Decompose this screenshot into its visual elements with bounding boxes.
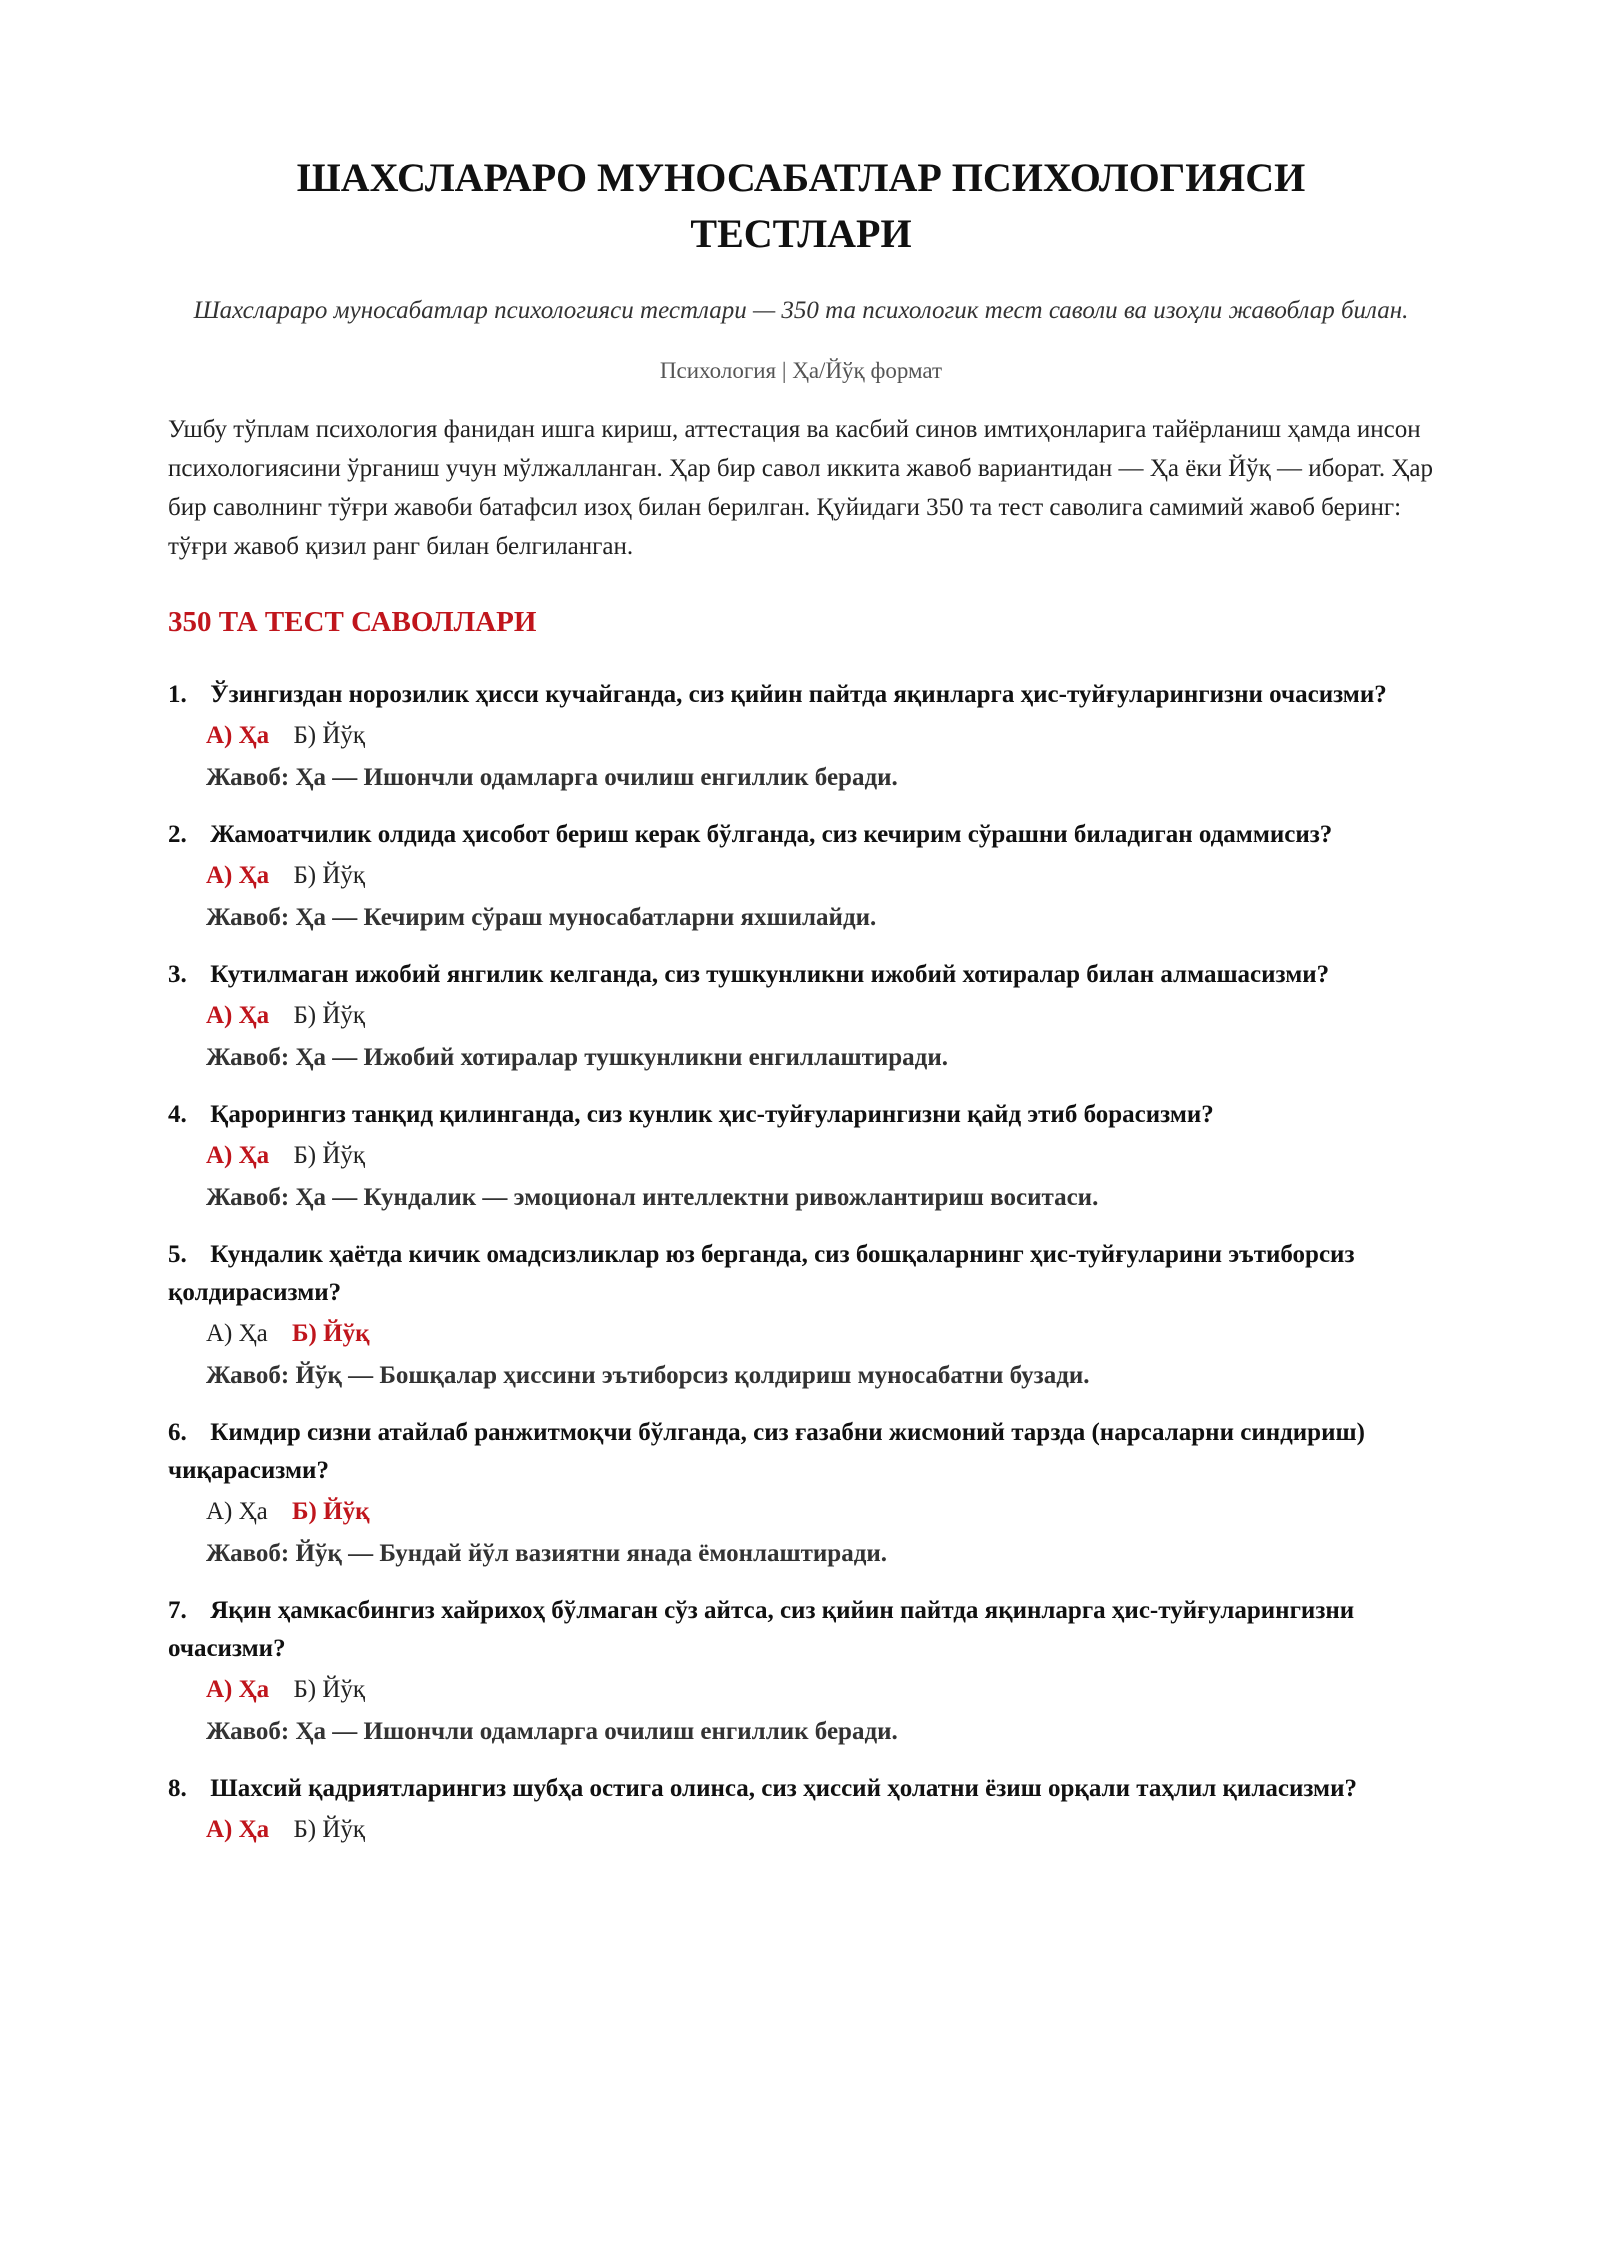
question-body: Кимдир сизни атайлаб ранжитмоқчи бўлганда, сиз ғазабни жисмоний тарзда (нарсаларни синдириш) чиқарасизми? bbox=[168, 1419, 1365, 1484]
question-text bbox=[168, 1592, 1434, 1668]
answer-options bbox=[168, 856, 1434, 896]
question-body: Кундалик ҳаётда кичик омадсизликлар юз берганда, сиз бошқаларнинг ҳис-туйғуларини эътиборсиз қолдирасизми? bbox=[168, 1241, 1355, 1306]
answer-options bbox=[168, 1670, 1434, 1710]
answer-explanation: Жавоб: Ҳа — Ижобий хотиралар тушкунликни енгиллаштиради. bbox=[206, 1044, 948, 1071]
question-number: 1. bbox=[168, 681, 187, 708]
question-item bbox=[168, 1096, 1434, 1218]
document-title: ШАХСЛАРАРО МУНОСАБАТЛАР ПСИХОЛОГИЯСИ ТЕСТЛАРИ bbox=[296, 155, 1306, 256]
option-a[interactable]: А) Ҳа bbox=[206, 1002, 270, 1029]
question-text bbox=[168, 816, 1434, 854]
question-text bbox=[168, 956, 1434, 994]
question-item bbox=[168, 956, 1434, 1078]
question-body: Шахсий қадриятларингиз шубҳа остига олинса, сиз ҳиссий ҳолатни ёзиш орқали таҳлил қиласизми? bbox=[210, 1775, 1357, 1802]
answer-options bbox=[168, 1810, 1434, 1850]
question-body: Кутилмаган ижобий янгилик келганда, сиз тушкунликни ижобий хотиралар билан алмашасизми? bbox=[210, 961, 1330, 988]
option-b[interactable]: Б) Йўқ bbox=[293, 1676, 366, 1703]
answer-options bbox=[168, 1136, 1434, 1176]
option-a[interactable]: А) Ҳа bbox=[206, 1816, 270, 1843]
question-text bbox=[168, 1096, 1434, 1134]
answer-explanation: Жавоб: Йўқ — Бошқалар ҳиссини эътиборсиз қолдириш муносабатни бузади. bbox=[206, 1362, 1090, 1389]
question-list bbox=[168, 676, 1434, 1850]
option-b[interactable]: Б) Йўқ bbox=[292, 1320, 370, 1347]
option-b[interactable]: Б) Йўқ bbox=[293, 1142, 366, 1169]
intro-paragraph: Ушбу тўплам психология фанидан ишга кириш, аттестация ва касбий синов имтиҳонларига тайёрланиш ҳамда инсон психологиясини ўрганиш учун мўлжалланган. Ҳар бир савол иккита жавоб вариантидан — Ҳа ёки Йўқ — иборат. Ҳар бир саволнинг тўғри жавоби батафсил изоҳ билан берилган. Қуйидаги 350 та тест саволига самимий жавоб беринг: тўғри жавоб қизил ранг билан белгиланган. bbox=[168, 416, 1434, 560]
question-item bbox=[168, 1592, 1434, 1752]
question-number: 2. bbox=[168, 821, 187, 848]
option-a[interactable]: А) Ҳа bbox=[206, 1498, 268, 1525]
option-b[interactable]: Б) Йўқ bbox=[293, 1816, 366, 1843]
question-number: 4. bbox=[168, 1101, 187, 1128]
answer-explanation: Жавоб: Ҳа — Кундалик — эмоционал интеллектни ривожлантириш воситаси. bbox=[206, 1184, 1099, 1211]
question-body: Яқин ҳамкасбингиз хайрихоҳ бўлмаган сўз айтса, сиз қийин пайтда яқинларга ҳис-туйғуларингизни очасизми? bbox=[168, 1597, 1355, 1662]
question-item bbox=[168, 1770, 1434, 1850]
answer-options bbox=[168, 1492, 1434, 1532]
option-a[interactable]: А) Ҳа bbox=[206, 1676, 270, 1703]
option-a[interactable]: А) Ҳа bbox=[206, 1320, 268, 1347]
document-content bbox=[168, 150, 1434, 1868]
question-text bbox=[168, 1236, 1434, 1312]
answer-explanation: Жавоб: Ҳа — Ишончли одамларга очилиш енгиллик беради. bbox=[206, 764, 898, 791]
option-b[interactable]: Б) Йўқ bbox=[293, 1002, 366, 1029]
question-body: Жамоатчилик олдида ҳисобот бериш керак бўлганда, сиз кечирим сўрашни биладиган одаммисиз? bbox=[210, 821, 1333, 848]
question-item bbox=[168, 1236, 1434, 1396]
option-b[interactable]: Б) Йўқ bbox=[293, 722, 366, 749]
question-item bbox=[168, 816, 1434, 938]
answer-options bbox=[168, 996, 1434, 1036]
answer-explanation: Жавоб: Ҳа — Кечирим сўраш муносабатларни яхшилайди. bbox=[206, 904, 877, 931]
answer-explanation: Жавоб: Ҳа — Ишончли одамларга очилиш енгиллик беради. bbox=[206, 1718, 898, 1745]
question-number: 8. bbox=[168, 1775, 187, 1802]
question-item bbox=[168, 1414, 1434, 1574]
question-number: 3. bbox=[168, 961, 187, 988]
answer-options bbox=[168, 716, 1434, 756]
option-b[interactable]: Б) Йўқ bbox=[293, 862, 366, 889]
option-a[interactable]: А) Ҳа bbox=[206, 1142, 270, 1169]
option-a[interactable]: А) Ҳа bbox=[206, 722, 270, 749]
section-heading: 350 ТА ТЕСТ САВОЛЛАРИ bbox=[168, 606, 537, 638]
answer-options bbox=[168, 1314, 1434, 1354]
question-number: 5. bbox=[168, 1241, 187, 1268]
question-number: 7. bbox=[168, 1597, 187, 1624]
option-a[interactable]: А) Ҳа bbox=[206, 862, 270, 889]
option-b[interactable]: Б) Йўқ bbox=[292, 1498, 370, 1525]
document-meta: Психология | Ҳа/Йўқ формат bbox=[659, 358, 943, 383]
question-item bbox=[168, 676, 1434, 798]
question-body: Қарорингиз танқид қилинганда, сиз кунлик ҳис-туйғуларингизни қайд этиб борасизми? bbox=[210, 1101, 1214, 1128]
document-subtitle: Шахслараро муносабатлар психологияси тестлари — 350 та психологик тест саволи ва изоҳли жавоблар билан. bbox=[193, 297, 1409, 324]
question-body: Ўзингиздан норозилик ҳисси кучайганда, сиз қийин пайтда яқинларга ҳис-туйғуларингизни очасизми? bbox=[210, 681, 1387, 708]
question-text bbox=[168, 676, 1434, 714]
question-number: 6. bbox=[168, 1419, 187, 1446]
question-text bbox=[168, 1414, 1434, 1490]
answer-explanation: Жавоб: Йўқ — Бундай йўл вазиятни янада ёмонлаштиради. bbox=[206, 1540, 888, 1567]
question-text bbox=[168, 1770, 1434, 1808]
